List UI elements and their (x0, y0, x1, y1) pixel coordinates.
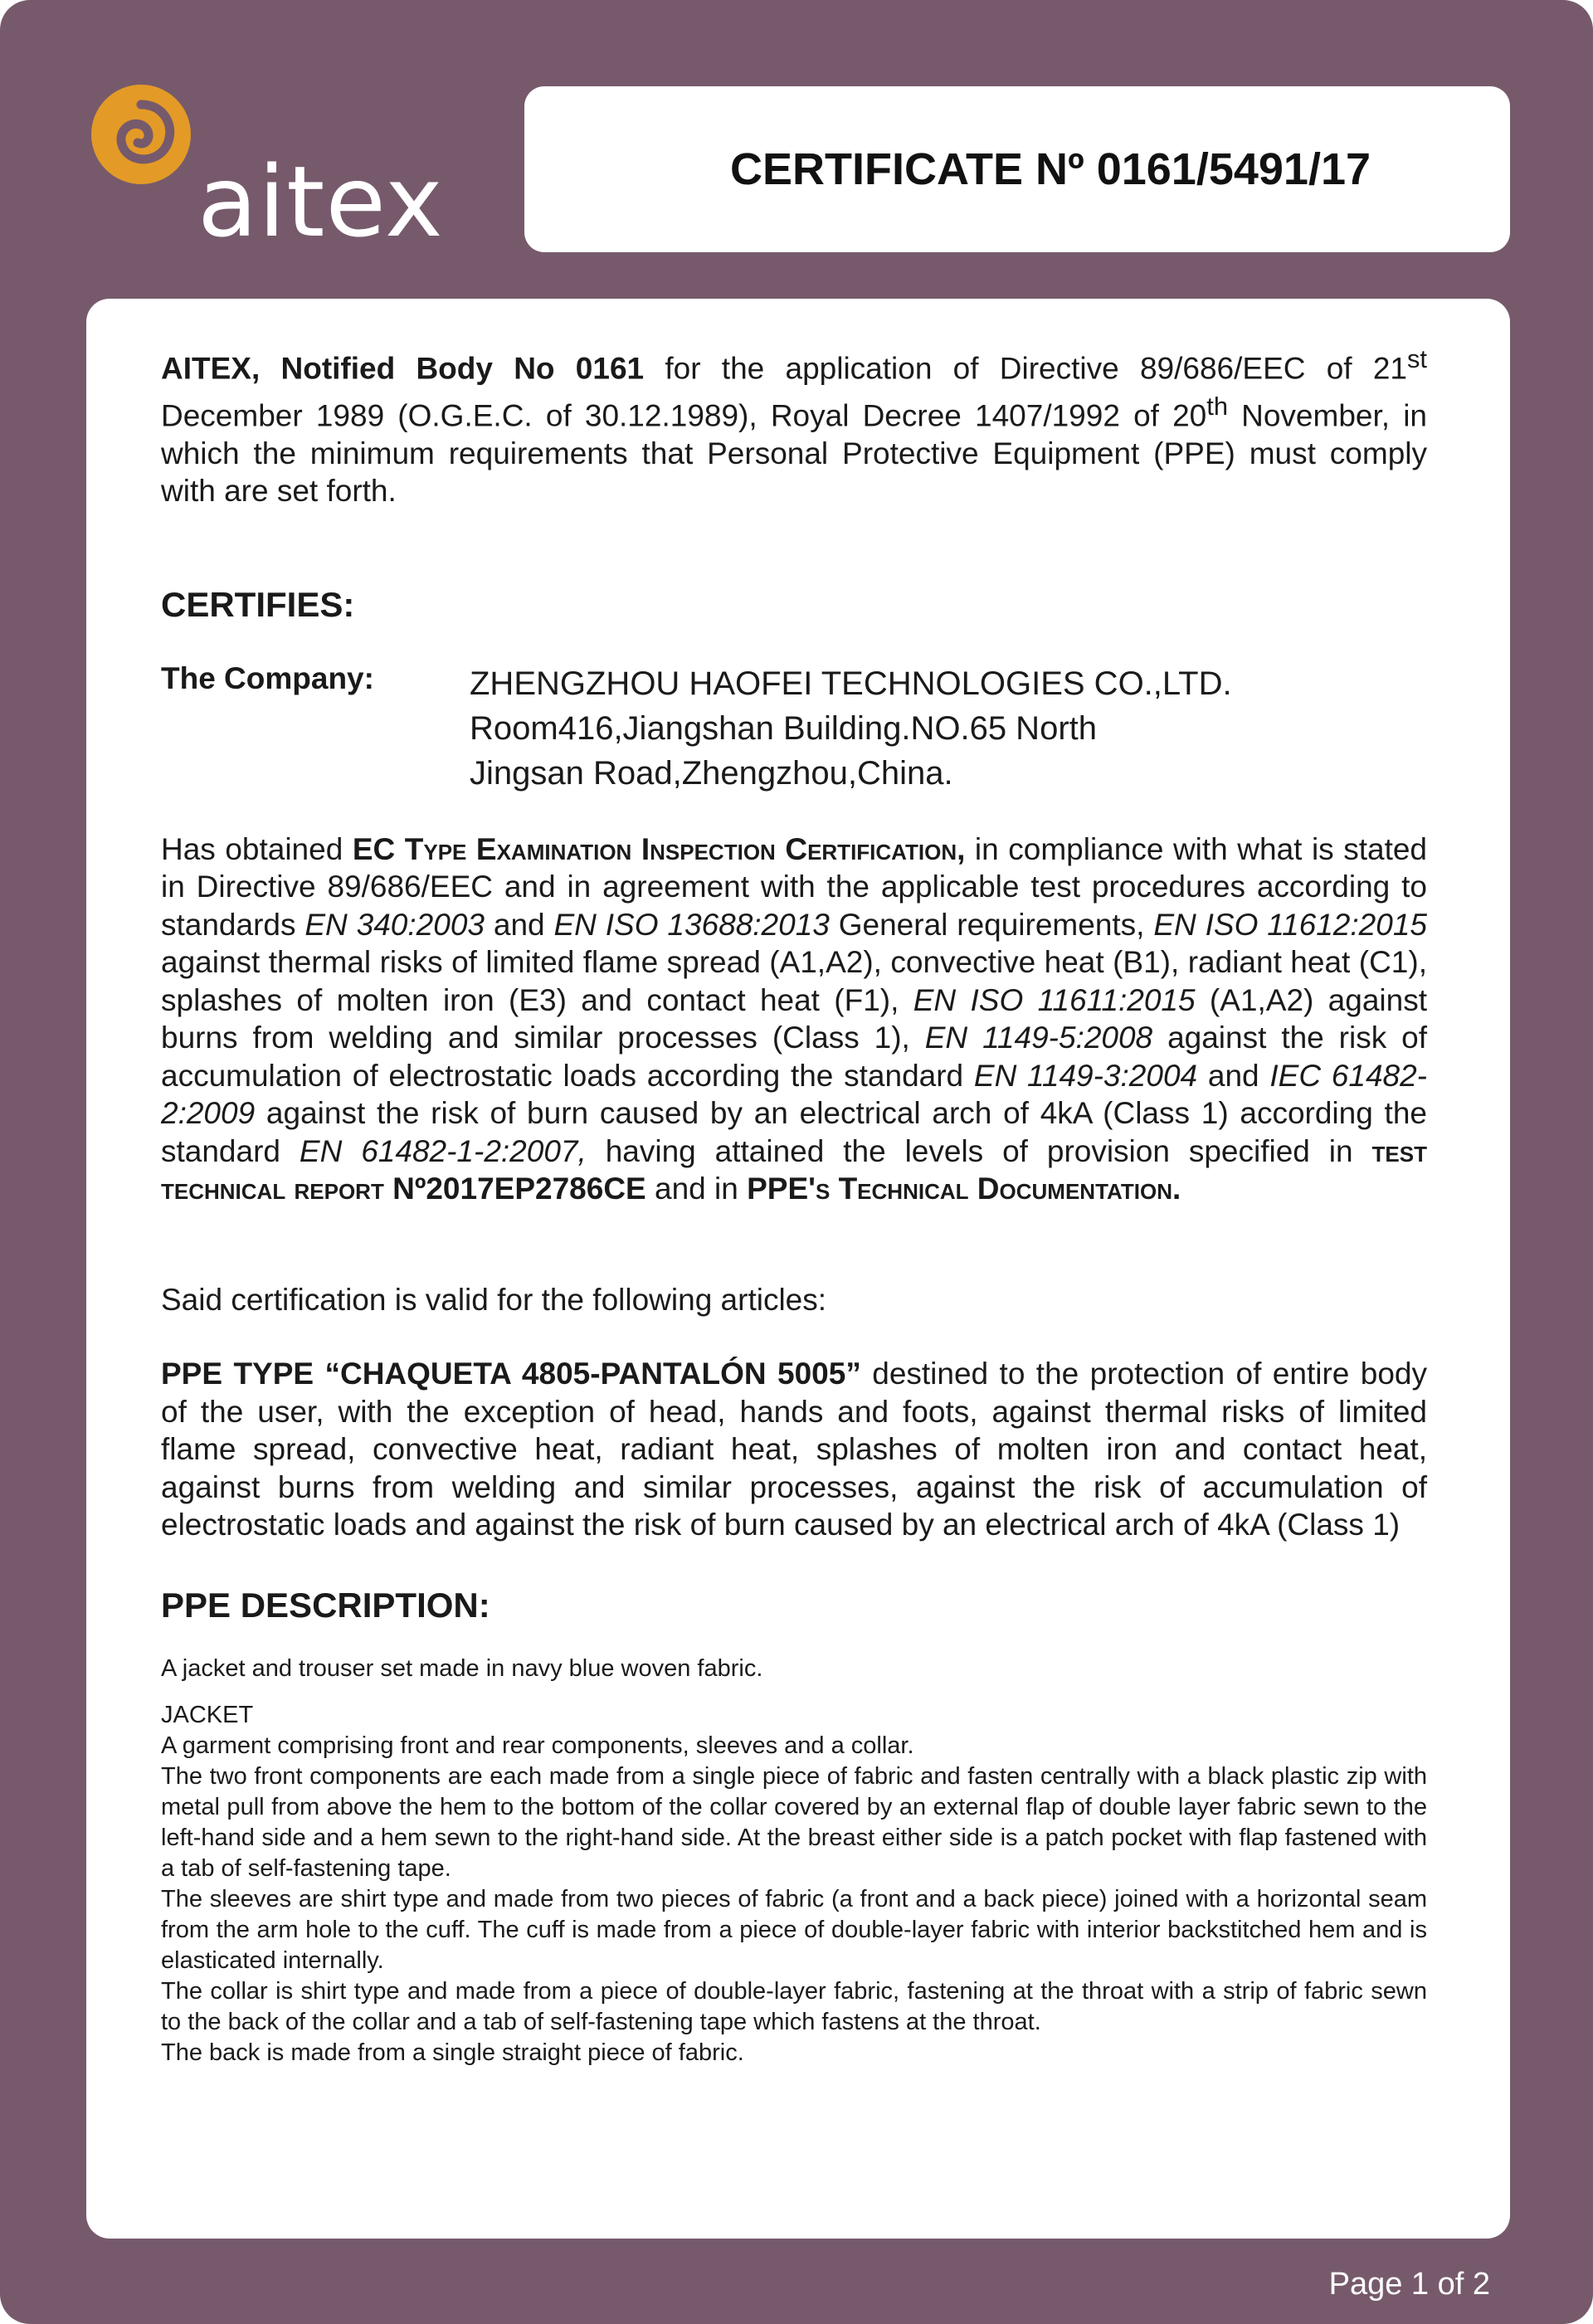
company-label: The Company: (161, 660, 374, 695)
description-line: The back is made from a single straight piece of fabric. (161, 2039, 744, 2066)
description-line: A garment comprising front and rear components, sleeves and a collar. (161, 1732, 914, 1759)
spiral-logo-icon (83, 80, 207, 196)
jacket-heading: JACKET (161, 1701, 254, 1728)
ppe-type-name: PPE TYPE “CHAQUETA 4805-PANTALÓN 5005” (161, 1357, 861, 1391)
description-line: The collar is shirt type and made from a piece of double-layer fabric, fastening at the throat with a strip of fabric sewn to the back of the collar and a tab of self-fastening tape which fastens at the throat. (161, 1977, 1427, 2035)
company-block (161, 661, 1427, 796)
company-address-line2: Jingsan Road,Zhengzhou,China. (470, 754, 953, 792)
logo-wordmark: aitex (197, 144, 444, 259)
company-address-line1: Room416,Jiangshan Building.NO.65 North (470, 709, 1097, 747)
company-name: ZHENGZHOU HAOFEI TECHNOLOGIES CO.,LTD. (470, 665, 1232, 702)
ppe-description-heading: PPE DESCRIPTION: (161, 1585, 490, 1625)
documentation-label: PPE's Technical Documentation. (747, 1172, 1181, 1206)
certificate-body (86, 299, 1510, 2239)
description-line: The two front components are each made from a single piece of fabric and fasten centrally with a black plastic zip with metal pull from above the hem to the bottom of the collar covered by an external flap of double layer fabric sewn to the left-hand side and a hem sewn to the right-hand side. At the breast either side is a patch pocket with flap fastened with a tab of self-fastening tape. (161, 1762, 1427, 1882)
certificate-header-box (524, 86, 1510, 252)
intro-paragraph: AITEX, Notified Body No 0161 for the application of Directive 89/686/EEC of 21st December 1989 (O.G.E.C. of 30.12.1989), Royal Decree 1407/1992 of 20th November, in which the minimum requirements that Personal Protective Equipment (PPE) must comply with are set forth. (161, 344, 1427, 509)
description-intro: A jacket and trouser set made in navy blue woven fabric. (161, 1654, 763, 1682)
validity-statement: Said certification is valid for the following articles: (161, 1282, 827, 1317)
certification-paragraph: Has obtained EC Type Examination Inspection Certification, in compliance with what is stated in Directive 89/686/EEC and in agreement with the applicable test procedures according to standards EN 340:2003 and EN ISO 13688:2013 General requirements, EN ISO 11612:2015 against thermal risks of limited flame spread (A1,A2), convective heat (B1), radiant heat (C1), splashes of molten iron (E3) and contact heat (F1), EN ISO 11611:2015 (A1,A2) against burns from welding and similar processes (Class 1), EN 1149-5:2008 against the risk of accumulation of electrostatic loads according the standard EN 1149-3:2004 and IEC 61482-2:2009 against the risk of burn caused by an electrical arch of 4kA (Class 1) according the standard EN 61482-1-2:2007, having attained the levels of provision specified in test technical report Nº2017EP2786CE and in PPE's Technical Documentation. (161, 831, 1428, 1206)
report-number: 2017EP2786CE (426, 1172, 646, 1206)
certification-type: EC Type Examination Inspection Certification, (352, 831, 966, 866)
description-line: The sleeves are shirt type and made from two pieces of fabric (a front and a back piece) joined with a horizontal seam from the arm hole to the cuff. The cuff is made from a piece of double-layer fabric with interior backstitched hem and is elasticated internally. (161, 1885, 1427, 1974)
company-details (470, 661, 1232, 796)
ppe-type-paragraph: PPE TYPE “CHAQUETA 4805-PANTALÓN 5005” destined to the protection of entire body of the user, with the exception of head, hands and foots, against thermal risks of limited flame spread, convective heat, radiant heat, splashes of molten iron and contact heat, against burns from welding and similar processes, against the risk of accumulation of electrostatic loads and against the risk of burn caused by an electrical arch of 4kA (Class 1) (161, 1357, 1428, 1542)
report-label: test technical report Nº (161, 1133, 1427, 1206)
notified-body: AITEX, Notified Body No 0161 (161, 351, 645, 386)
certifies-heading: CERTIFIES: (161, 584, 355, 624)
page-number: Page 1 of 2 (1328, 2267, 1490, 2302)
aitex-logo (83, 80, 448, 270)
certificate-title: CERTIFICATE Nº 0161/5491/17 (729, 144, 1371, 194)
